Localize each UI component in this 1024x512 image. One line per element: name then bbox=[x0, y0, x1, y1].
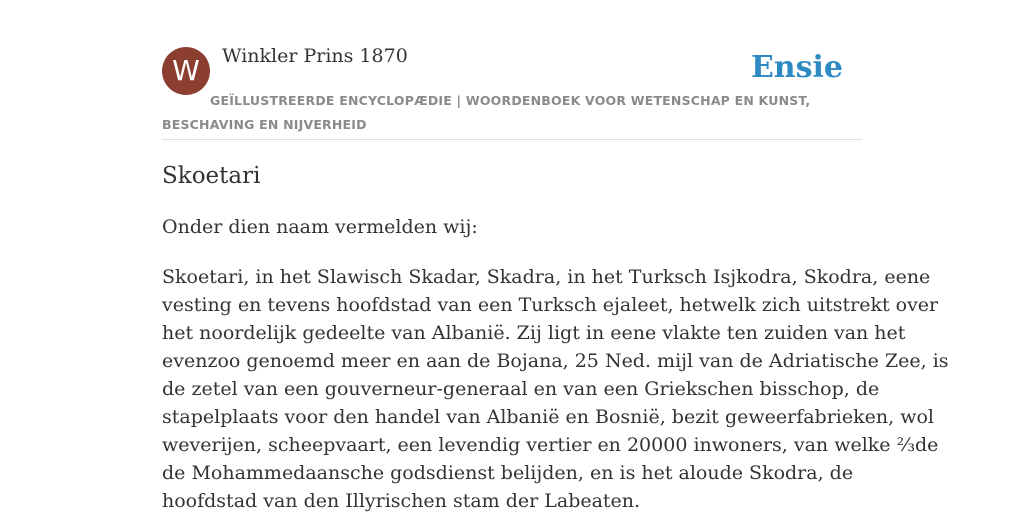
source-avatar[interactable]: W bbox=[162, 47, 210, 95]
entry-body-line: de zetel van een gouverneur-generaal en van een Griekschen bisschop, de bbox=[162, 378, 880, 400]
ensie-logo-link[interactable]: Ensie bbox=[750, 50, 843, 85]
entry-body bbox=[162, 263, 949, 512]
source-subtitle: GEÏLLUSTREERDE ENCYCLOPÆDIE | WOORDENBOEK VOOR WETENSCHAP EN KUNST, BESCHAVING EN NIJVERHEID bbox=[162, 93, 811, 132]
entry-body-line: stapelplaats voor den handel van Albanië en Bosnië, bezit geweerfabrieken, wol bbox=[162, 406, 934, 428]
entry-body-line: hoofdstad van den Illyrischen stam der Labeaten. bbox=[162, 490, 641, 512]
entry-body-line: evenzoo genoemd meer en aan de Bojana, 25 Ned. mijl van de Adriatische Zee, is bbox=[162, 350, 949, 372]
entry-title: Skoetari bbox=[162, 163, 261, 189]
entry-body-line: de Mohammedaansche godsdienst belijden, en is het aloude Skodra, de bbox=[162, 462, 854, 484]
entry-body-line: weverijen, scheepvaart, een levendig vertier en 20000 inwoners, van welke ⅔de bbox=[162, 434, 939, 456]
entry-body-line: Skoetari, in het Slawisch Skadar, Skadra, in het Turksch Isjkodra, Skodra, eene bbox=[162, 266, 931, 288]
header-divider bbox=[162, 139, 862, 140]
entry-body-line: het noordelijk gedeelte van Albanië. Zij ligt in eene vlakte ten zuiden van het bbox=[162, 322, 906, 344]
entry-intro: Onder dien naam vermelden wij: bbox=[162, 216, 478, 238]
entry-body-line: vesting en tevens hoofdstad van een Turksch ejaleet, hetwelk zich uitstrekt over bbox=[162, 294, 939, 316]
source-title-link[interactable]: Winkler Prins 1870 bbox=[222, 45, 408, 67]
